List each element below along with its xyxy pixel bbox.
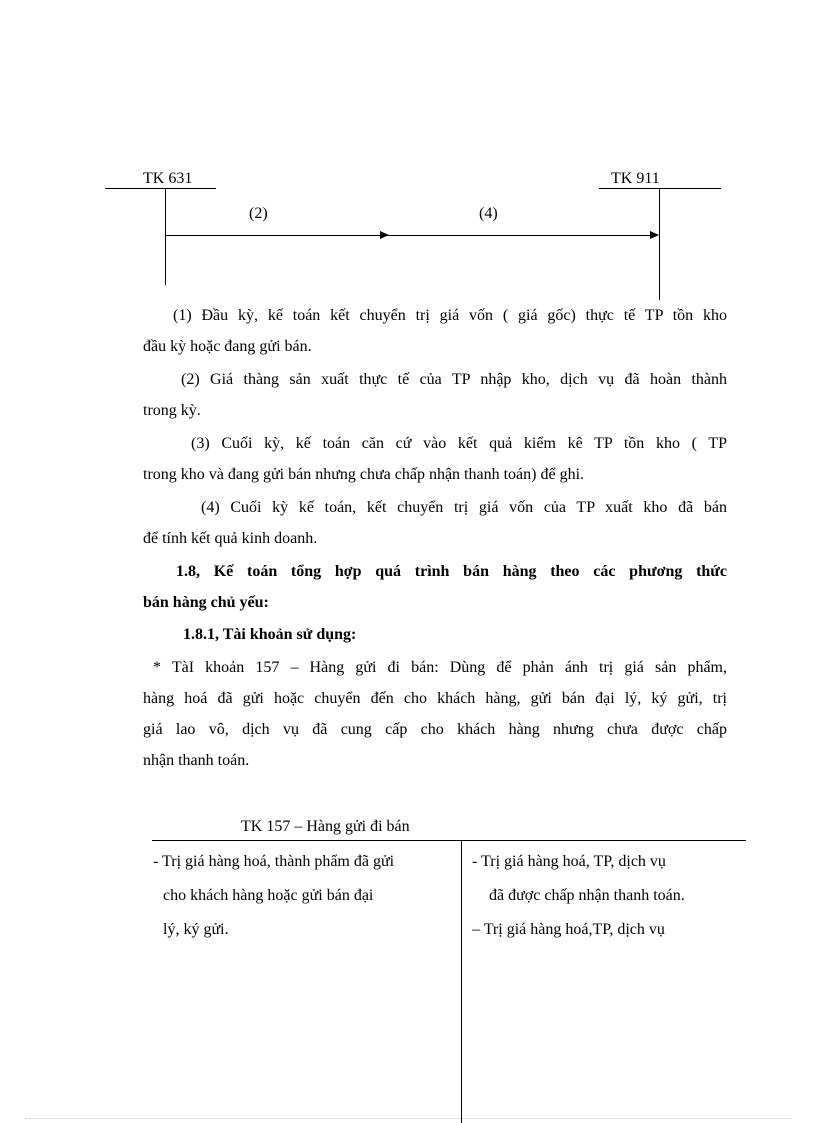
explanation-2-line-1: (2) Giá thàng sản xuất thực tế của TP nhập kho, dịch vụ đã hoàn thành	[181, 371, 727, 388]
credit-line-3: – Trị giá hàng hoá,TP, dịch vụ	[472, 921, 665, 938]
debit-line-2: cho khách hàng hoặc gửi bán đại	[163, 887, 374, 904]
t-account-title: TK 157 – Hàng gửi đi bán	[241, 818, 410, 835]
tk631-vertical-line	[165, 188, 166, 285]
explanation-4-line-2: để tính kết quả kinh doanh.	[143, 530, 318, 547]
explanation-4	[143, 492, 727, 554]
tk911-vertical-line	[659, 188, 660, 300]
tk911-label: TK 911	[611, 170, 660, 187]
section-heading-line-2: bán hàng chủ yếu:	[143, 594, 269, 611]
t-account-divider-line	[461, 840, 462, 1123]
explanation-2	[143, 364, 727, 426]
arrow-head-end-icon	[650, 231, 659, 239]
account-description-line-3: giá lao vô, dịch vụ đã cung cấp cho khách hàng nhưng chưa được chấp	[143, 721, 727, 738]
credit-line-1: - Trị giá hàng hoá, TP, dịch vụ	[472, 853, 666, 870]
explanation-3-line-2: trong kho và đang gửi bán nhưng chưa chấp nhận thanh toán) để ghi.	[143, 466, 585, 483]
explanation-3	[143, 428, 727, 490]
account-description-line-4: nhận thanh toán.	[143, 752, 250, 769]
explanation-2-line-2: trong kỳ.	[143, 402, 201, 419]
explanation-1-line-1: (1) Đầu kỳ, kế toán kết chuyển trị giá vốn ( giá gốc) thực tế TP tồn kho	[173, 307, 727, 324]
explanation-1	[143, 300, 727, 362]
arrow-label-2: (2)	[249, 205, 268, 222]
flow-arrow-line	[166, 235, 655, 236]
tk631-label: TK 631	[143, 170, 193, 187]
account-description-line-1: * TàI khoản 157 – Hàng gửi đi bán: Dùng để phản ánh trị giá sản phẩm,	[153, 659, 727, 676]
page-bottom-dotted-rule	[25, 1118, 791, 1119]
explanation-3-line-1: (3) Cuối kỳ, kế toán căn cứ vào kết quả kiểm kê TP tồn kho ( TP	[191, 435, 727, 452]
tk631-top-line	[105, 188, 216, 189]
explanation-1-line-2: đầu kỳ hoặc đang gửi bán.	[143, 338, 312, 355]
account-description-line-2: hàng hoá đã gửi hoặc chuyển đến cho khách hàng, gửi bán đại lý, ký gửi, trị	[143, 690, 727, 707]
tk911-top-line	[599, 188, 721, 189]
arrow-head-mid-icon	[380, 231, 389, 239]
debit-line-3: lý, ký gửi.	[163, 921, 229, 938]
subsection-heading: 1.8.1, Tài khoản sử dụng:	[183, 626, 357, 643]
account-description	[143, 652, 727, 776]
section-heading-line-1: 1.8, Kế toán tổng hợp quá trình bán hàng theo các phương thức	[176, 563, 727, 580]
debit-line-1: - Trị giá hàng hoá, thành phẩm đã gửi	[153, 853, 395, 870]
t-account-top-line	[152, 840, 746, 841]
section-heading	[143, 556, 727, 618]
explanation-4-line-1: (4) Cuối kỳ kế toán, kết chuyển trị giá vốn của TP xuất kho đã bán	[201, 499, 727, 516]
credit-line-2: đã được chấp nhận thanh toán.	[489, 887, 685, 904]
arrow-label-4: (4)	[479, 205, 498, 222]
